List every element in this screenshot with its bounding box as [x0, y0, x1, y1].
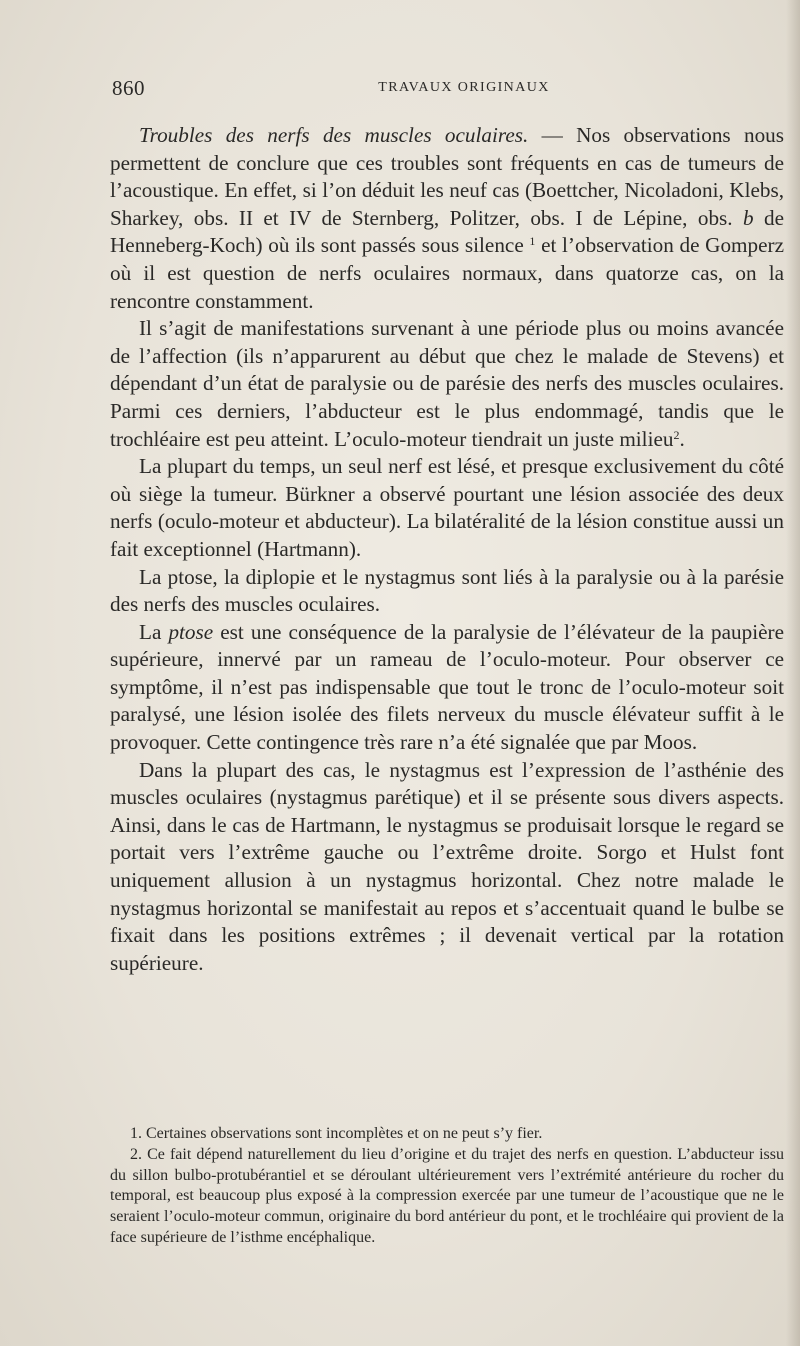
running-head — [112, 76, 784, 100]
term-ptose: ptose — [168, 619, 214, 644]
footnote-ref-1: 1 — [529, 234, 536, 249]
footnote-ref-2: 2 — [673, 427, 680, 442]
section-title: Troubles des nerfs des muscles oculaires. — [139, 123, 529, 147]
paragraph-2-text-b: . — [679, 426, 685, 451]
obs-letter-b: b — [743, 205, 754, 230]
running-title: TRAVAUX ORIGINAUX — [378, 80, 550, 95]
paragraph-4: La ptose, la diplopie et le nystagmus sont liés à la paralysie ou à la parésie des nerfs des muscles oculaires. — [110, 564, 784, 617]
page-edge-shadow — [786, 0, 800, 1346]
paragraph-3: La plupart du temps, un seul nerf est lésé, et presque exclusivement du côté où siège la tumeur. Bürkner a observé pourtant une lésion associée des deux nerfs (oculo-moteur et abducteur). La bilatéralité de la lésion constitue aussi un fait exceptionnel (Hartmann). — [110, 454, 784, 561]
page-number: 860 — [112, 76, 145, 100]
paragraph-2 — [110, 315, 784, 453]
paragraph-6: Dans la plupart des cas, le nystagmus est l’expression de l’asthénie des muscles oculaires (nystagmus parétique) et il se présente sous divers aspects. Ainsi, dans le cas de Hartmann, le nystagmus se produisait lorsque le regard se portait vers l’extrême gauche ou l’extrême droite. Sorgo et Hulst font uniquement allusion à un nystagmus horizontal. Chez notre malade le nystagmus horizontal se manifestait au repos et s’accentuait quand le bulbe se fixait dans les positions extrêmes ; il devenait vertical par la rotation supérieure. — [110, 757, 784, 975]
paragraph-5-text-a: La — [139, 619, 169, 644]
footnote-2: 2. Ce fait dépend naturellement du lieu d’origine et du trajet des nerfs en question. L’abducteur issu du sillon bulbo-protubérantiel et se déroulant ultérieurement vers l’extrémité antérieure du rocher du temporal, est beaucoup plus exposé à la compression exercée par une tumeur de l’acoustique que ne le seraient l’oculo-moteur commun, originaire du bord antérieur du pont, et le trochléaire qui provient de la face supérieure de l’isthme encéphalique. — [110, 1145, 784, 1246]
paragraph-5 — [110, 619, 784, 757]
paragraph-2-text-a: Il s’agit de manifestations survenant à une période plus ou moins avancée de l’affection (ils n’apparurent au début que chez le malade de Stevens) et dépendant d’un état de paralysie ou de parésie des nerfs des muscles oculaires. Parmi ces derniers, l’abducteur est le plus endommagé, tandis que le trochléaire est peu atteint. L’oculo-moteur tiendrait un juste milieu — [110, 316, 784, 451]
paragraph-1-text-b: de Henneberg-Koch) où ils sont passés sous silence — [110, 205, 784, 258]
paragraph-1-text-a: — Nos observations nous permettent de conclure que ces troubles sont fréquents en cas de tumeurs de l’acoustique. En effet, si l’on déduit les neuf cas (Boettcher, Nicoladoni, Klebs, Sharkey, obs. II et IV de Sternberg, Politzer, obs. I de Lépine, obs. — [110, 123, 784, 230]
body-text — [110, 122, 784, 977]
paragraph-5-text-b: est une conséquence de la paralysie de l’élévateur de la paupière supérieure, innervé par un rameau de l’oculo-moteur. Pour observer ce symptôme, il n’est pas indispensable que tout le tronc de l’oculo-moteur soit paralysé, une lésion isolée des filets nerveux du muscle élévateur suffit à le provoquer. Cette contingence très rare n’a été signalée que par Moos. — [110, 619, 784, 755]
paragraph-1-text-c: et l’observation de Gomperz où il est question de nerfs oculaires normaux, dans quatorze cas, on la rencontre constamment. — [110, 233, 784, 313]
footnotes — [110, 1124, 784, 1249]
footnote-1: 1. Certaines observations sont incomplètes et on ne peut s’y fier. — [130, 1125, 543, 1142]
paragraph-1 — [110, 122, 784, 315]
